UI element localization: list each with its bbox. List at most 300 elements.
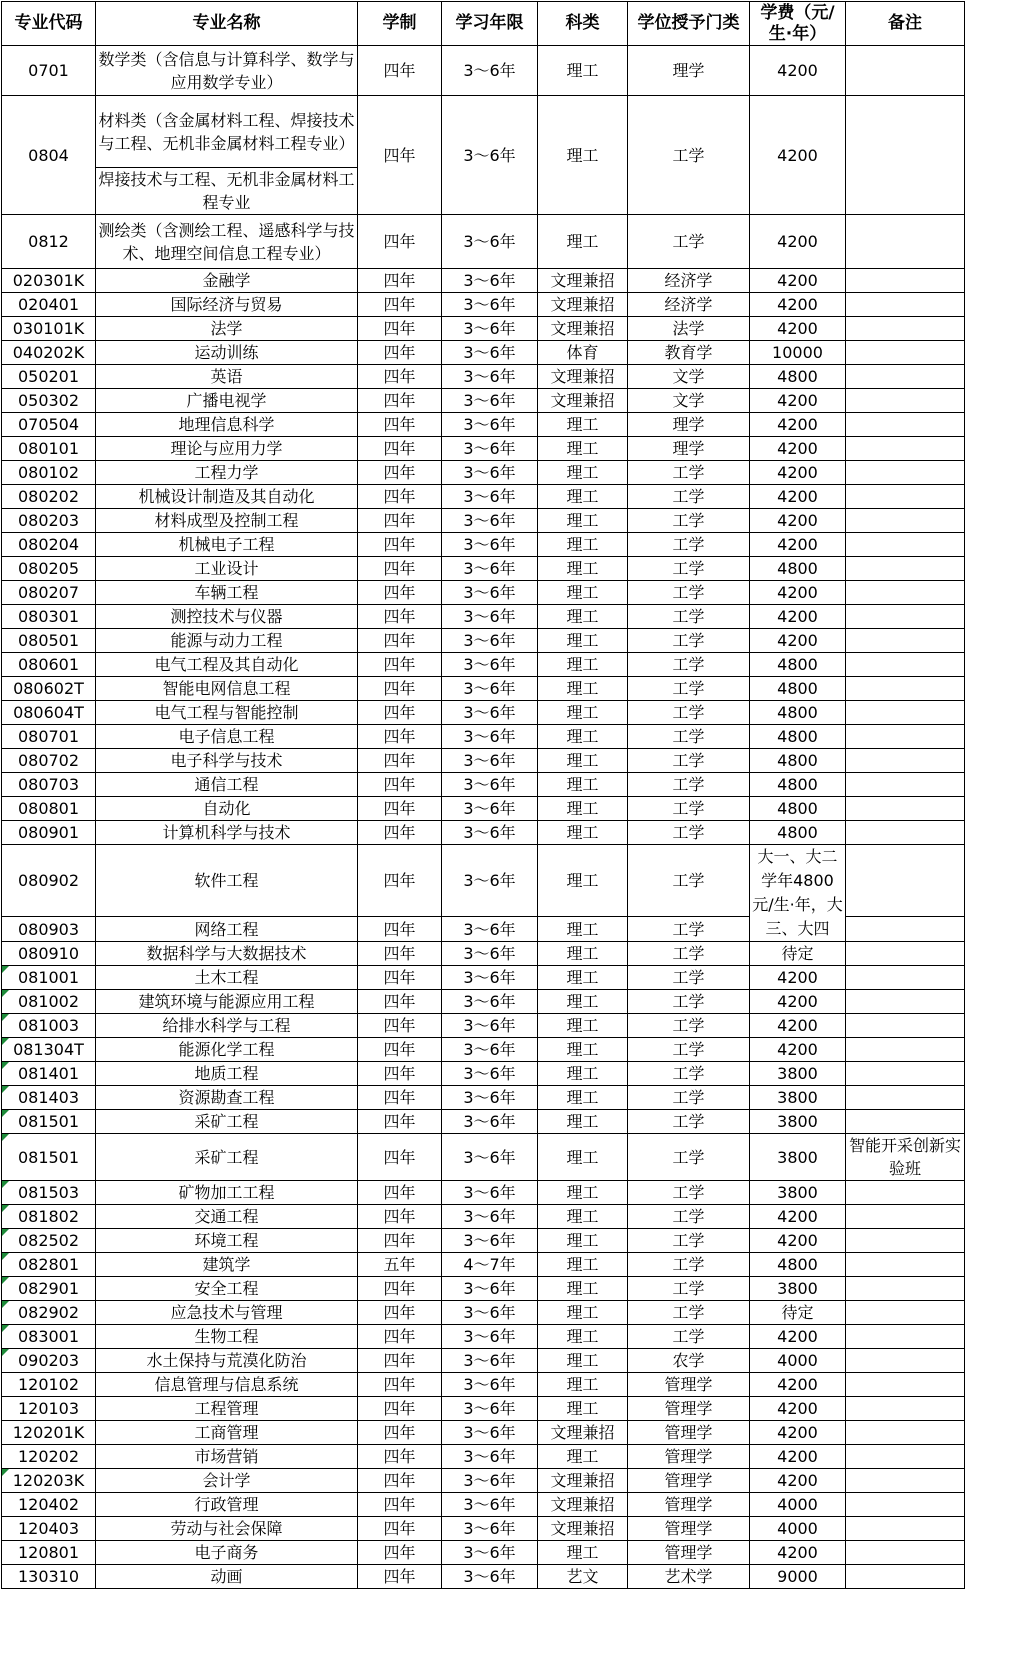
cell-note: [846, 1373, 965, 1397]
cell-name: 测控技术与仪器: [96, 605, 358, 629]
cell-name: 英语: [96, 365, 358, 389]
cell-note: [846, 677, 965, 701]
cell-degree: 农学: [628, 1349, 750, 1373]
cell-fee: 4200: [750, 293, 846, 317]
cell-note: [846, 701, 965, 725]
cell-years: 3～6年: [442, 1493, 538, 1517]
cell-fee: 4800: [750, 701, 846, 725]
majors-table: [1, 1, 965, 1589]
cell-name: 电子科学与技术: [96, 749, 358, 773]
table-row: [2, 1134, 965, 1181]
cell-note: [846, 1517, 965, 1541]
table-row: [2, 557, 965, 581]
cell-name: 工商管理: [96, 1421, 358, 1445]
cell-fee: 4200: [750, 1373, 846, 1397]
cell-degree: 工学: [628, 1134, 750, 1181]
cell-category: 理工: [538, 1086, 628, 1110]
table-row: [2, 725, 965, 749]
cell-note: [846, 293, 965, 317]
cell-code: 020301K: [2, 269, 96, 293]
cell-years: 3～6年: [442, 215, 538, 269]
cell-name: 资源勘查工程: [96, 1086, 358, 1110]
cell-code: 081401: [2, 1062, 96, 1086]
cell-note: [846, 1469, 965, 1493]
cell-years: 3～6年: [442, 96, 538, 215]
cell-name: 机械设计制造及其自动化: [96, 485, 358, 509]
cell-years: 3～6年: [442, 701, 538, 725]
cell-years: 3～6年: [442, 629, 538, 653]
cell-degree: 工学: [628, 1277, 750, 1301]
cell-years: 3～6年: [442, 1038, 538, 1062]
cell-code: 081501: [2, 1134, 96, 1181]
cell-duration: 四年: [358, 1181, 442, 1205]
cell-duration: 四年: [358, 653, 442, 677]
cell-fee: 4200: [750, 461, 846, 485]
cell-duration: 四年: [358, 215, 442, 269]
cell-degree: 工学: [628, 1038, 750, 1062]
cell-fee: 4200: [750, 46, 846, 96]
cell-name: 能源化学工程: [96, 1038, 358, 1062]
cell-name: 材料类（含金属材料工程、焊接技术与工程、无机非金属材料工程专业）: [96, 96, 358, 168]
cell-fee: 4200: [750, 509, 846, 533]
cell-name: 通信工程: [96, 773, 358, 797]
cell-degree: 工学: [628, 1205, 750, 1229]
table-row: [2, 1445, 965, 1469]
cell-category: 理工: [538, 1062, 628, 1086]
cell-name: 广播电视学: [96, 389, 358, 413]
cell-category: 理工: [538, 629, 628, 653]
cell-name: 焊接技术与工程、无机非金属材料工程专业: [96, 168, 358, 215]
cell-code: 081802: [2, 1205, 96, 1229]
cell-duration: 四年: [358, 1445, 442, 1469]
cell-note: [846, 215, 965, 269]
cell-category: 文理兼招: [538, 1493, 628, 1517]
cell-code: 080703: [2, 773, 96, 797]
table-row: [2, 509, 965, 533]
cell-duration: 四年: [358, 341, 442, 365]
cell-years: 3～6年: [442, 797, 538, 821]
cell-name: 地质工程: [96, 1062, 358, 1086]
cell-category: 理工: [538, 1014, 628, 1038]
table-row: [2, 797, 965, 821]
cell-category: 文理兼招: [538, 365, 628, 389]
corner-mark-icon: [2, 1062, 9, 1069]
table-row: [2, 437, 965, 461]
table-row: [2, 1349, 965, 1373]
header-code: 专业代码: [2, 2, 96, 46]
cell-years: 3～6年: [442, 1062, 538, 1086]
cell-note: [846, 533, 965, 557]
cell-code: 090203: [2, 1349, 96, 1373]
cell-fee: 4200: [750, 317, 846, 341]
cell-code: 030101K: [2, 317, 96, 341]
cell-fee: 4200: [750, 1445, 846, 1469]
cell-category: 理工: [538, 1373, 628, 1397]
cell-degree: 教育学: [628, 341, 750, 365]
cell-years: 3～6年: [442, 1110, 538, 1134]
cell-duration: 四年: [358, 917, 442, 942]
cell-degree: 工学: [628, 96, 750, 215]
cell-fee: 4800: [750, 749, 846, 773]
cell-note: [846, 1493, 965, 1517]
cell-category: 理工: [538, 773, 628, 797]
cell-category: 体育: [538, 341, 628, 365]
cell-fee: 3800: [750, 1086, 846, 1110]
cell-note: [846, 96, 965, 215]
table-row: [2, 317, 965, 341]
cell-degree: 管理学: [628, 1445, 750, 1469]
cell-degree: 工学: [628, 629, 750, 653]
cell-category: 理工: [538, 749, 628, 773]
cell-degree: 工学: [628, 1086, 750, 1110]
cell-name: 矿物加工工程: [96, 1181, 358, 1205]
table-row: [2, 533, 965, 557]
cell-fee: 3800: [750, 1110, 846, 1134]
cell-category: 理工: [538, 797, 628, 821]
cell-note: 智能开采创新实验班: [846, 1134, 965, 1181]
cell-duration: 四年: [358, 1062, 442, 1086]
cell-duration: 四年: [358, 1421, 442, 1445]
cell-note: [846, 797, 965, 821]
cell-note: [846, 1253, 965, 1277]
cell-category: 理工: [538, 96, 628, 215]
cell-fee: 10000: [750, 341, 846, 365]
cell-fee: 4200: [750, 96, 846, 215]
corner-mark-icon: [2, 1134, 9, 1141]
cell-note: [846, 437, 965, 461]
cell-degree: 管理学: [628, 1469, 750, 1493]
cell-fee: 4800: [750, 365, 846, 389]
cell-duration: 四年: [358, 1014, 442, 1038]
cell-note: [846, 1421, 965, 1445]
cell-code: 120203K: [2, 1469, 96, 1493]
cell-fee: 4200: [750, 1541, 846, 1565]
cell-degree: 工学: [628, 677, 750, 701]
cell-category: 文理兼招: [538, 269, 628, 293]
cell-category: 理工: [538, 215, 628, 269]
cell-fee: 4200: [750, 269, 846, 293]
table-row: [2, 749, 965, 773]
cell-name: 采矿工程: [96, 1110, 358, 1134]
table-row: [2, 485, 965, 509]
cell-degree: 经济学: [628, 269, 750, 293]
cell-degree: 工学: [628, 1110, 750, 1134]
cell-note: [846, 1397, 965, 1421]
table-row: [2, 341, 965, 365]
table-row: [2, 365, 965, 389]
cell-degree: 工学: [628, 1253, 750, 1277]
cell-category: 理工: [538, 557, 628, 581]
cell-degree: 工学: [628, 1229, 750, 1253]
cell-fee: 4200: [750, 1469, 846, 1493]
cell-fee: 4200: [750, 437, 846, 461]
cell-fee: 4200: [750, 1397, 846, 1421]
cell-fee: 4800: [750, 773, 846, 797]
cell-note: [846, 629, 965, 653]
cell-fee: 4200: [750, 605, 846, 629]
cell-category: 理工: [538, 725, 628, 749]
cell-fee: 4200: [750, 413, 846, 437]
cell-fee: 待定: [750, 1301, 846, 1325]
cell-duration: 四年: [358, 293, 442, 317]
cell-note: [846, 461, 965, 485]
cell-degree: 工学: [628, 990, 750, 1014]
cell-years: 3～6年: [442, 1445, 538, 1469]
cell-code: 080702: [2, 749, 96, 773]
cell-duration: 四年: [358, 629, 442, 653]
cell-years: 3～6年: [442, 461, 538, 485]
cell-degree: 工学: [628, 942, 750, 966]
cell-note: [846, 317, 965, 341]
table-row: [2, 605, 965, 629]
table-row: [2, 1397, 965, 1421]
cell-note: [846, 845, 965, 917]
cell-code: 080701: [2, 725, 96, 749]
cell-note: [846, 46, 965, 96]
cell-note: [846, 1325, 965, 1349]
cell-category: 文理兼招: [538, 1421, 628, 1445]
cell-note: [846, 389, 965, 413]
cell-fee: 4800: [750, 821, 846, 845]
corner-mark-icon: [2, 1205, 9, 1212]
cell-years: 3～6年: [442, 485, 538, 509]
cell-note: [846, 269, 965, 293]
corner-mark-icon: [2, 1277, 9, 1284]
cell-duration: 四年: [358, 581, 442, 605]
table-row: [2, 1301, 965, 1325]
cell-name: 建筑环境与能源应用工程: [96, 990, 358, 1014]
cell-code: 120102: [2, 1373, 96, 1397]
cell-note: [846, 1038, 965, 1062]
table-row: [2, 1517, 965, 1541]
cell-code: 0701: [2, 46, 96, 96]
cell-name: 理论与应用力学: [96, 437, 358, 461]
cell-name: 运动训练: [96, 341, 358, 365]
table-row: [2, 293, 965, 317]
cell-years: 3～6年: [442, 605, 538, 629]
table-row: [2, 629, 965, 653]
cell-duration: 四年: [358, 509, 442, 533]
cell-fee: 3800: [750, 1134, 846, 1181]
cell-category: 理工: [538, 1134, 628, 1181]
cell-years: 3～6年: [442, 557, 538, 581]
cell-fee: 4200: [750, 581, 846, 605]
cell-note: [846, 509, 965, 533]
cell-duration: 四年: [358, 1469, 442, 1493]
cell-name: 机械电子工程: [96, 533, 358, 557]
cell-years: 3～6年: [442, 1397, 538, 1421]
cell-years: 3～6年: [442, 1014, 538, 1038]
cell-note: [846, 1445, 965, 1469]
cell-code: 080602T: [2, 677, 96, 701]
cell-duration: 四年: [358, 365, 442, 389]
corner-mark-icon: [2, 1253, 9, 1260]
cell-fee: 4200: [750, 1421, 846, 1445]
cell-duration: 四年: [358, 485, 442, 509]
cell-note: [846, 821, 965, 845]
cell-note: [846, 581, 965, 605]
cell-years: 3～6年: [442, 942, 538, 966]
cell-duration: 四年: [358, 1349, 442, 1373]
cell-years: 3～6年: [442, 1373, 538, 1397]
cell-note: [846, 966, 965, 990]
corner-mark-icon: [2, 1014, 9, 1021]
table-row: [2, 1469, 965, 1493]
cell-note: [846, 365, 965, 389]
cell-category: 文理兼招: [538, 293, 628, 317]
cell-name: 工程管理: [96, 1397, 358, 1421]
corner-mark-icon: [2, 1229, 9, 1236]
cell-years: 3～6年: [442, 1134, 538, 1181]
table-row: [2, 845, 965, 917]
cell-code: 081003: [2, 1014, 96, 1038]
cell-code: 0804: [2, 96, 96, 215]
cell-fee: 4800: [750, 653, 846, 677]
cell-category: 理工: [538, 942, 628, 966]
cell-duration: 四年: [358, 1373, 442, 1397]
cell-note: [846, 413, 965, 437]
cell-note: [846, 942, 965, 966]
cell-name: 国际经济与贸易: [96, 293, 358, 317]
cell-years: 3～6年: [442, 653, 538, 677]
cell-degree: 理学: [628, 437, 750, 461]
cell-name: 工程力学: [96, 461, 358, 485]
cell-years: 3～6年: [442, 725, 538, 749]
cell-note: [846, 557, 965, 581]
cell-degree: 理学: [628, 46, 750, 96]
cell-code: 080205: [2, 557, 96, 581]
cell-note: [846, 341, 965, 365]
cell-category: 理工: [538, 1325, 628, 1349]
cell-fee: 3800: [750, 1277, 846, 1301]
cell-fee: 4800: [750, 797, 846, 821]
cell-note: [846, 990, 965, 1014]
cell-name: 电气工程及其自动化: [96, 653, 358, 677]
cell-fee: 4800: [750, 557, 846, 581]
cell-name: 电子商务: [96, 1541, 358, 1565]
cell-fee: 4200: [750, 629, 846, 653]
cell-duration: 四年: [358, 557, 442, 581]
corner-mark-icon: [2, 1181, 9, 1188]
corner-mark-icon: [2, 990, 9, 997]
cell-name: 智能电网信息工程: [96, 677, 358, 701]
corner-mark-icon: [2, 1469, 9, 1476]
cell-fee: 4200: [750, 389, 846, 413]
cell-fee: 4200: [750, 1325, 846, 1349]
cell-code: 081503: [2, 1181, 96, 1205]
cell-code: 082902: [2, 1301, 96, 1325]
cell-code: 080604T: [2, 701, 96, 725]
header-years: 学习年限: [442, 2, 538, 46]
table-row: [2, 1229, 965, 1253]
cell-name: 数据科学与大数据技术: [96, 942, 358, 966]
cell-name: 动画: [96, 1565, 358, 1589]
cell-category: 理工: [538, 1205, 628, 1229]
cell-name: 会计学: [96, 1469, 358, 1493]
cell-note: [846, 1181, 965, 1205]
cell-degree: 理学: [628, 413, 750, 437]
cell-code: 081002: [2, 990, 96, 1014]
cell-degree: 工学: [628, 1014, 750, 1038]
cell-fee: 4800: [750, 677, 846, 701]
cell-name: 数学类（含信息与计算科学、数学与应用数学专业）: [96, 46, 358, 96]
cell-code: 080102: [2, 461, 96, 485]
cell-fee: 大一、大二学年4800元/生·年，大三、大四: [750, 845, 846, 942]
header-fee: 学费（元/生·年）: [750, 2, 846, 46]
table-row: [2, 990, 965, 1014]
cell-duration: 四年: [358, 46, 442, 96]
cell-code: 080204: [2, 533, 96, 557]
cell-years: 3～6年: [442, 1421, 538, 1445]
cell-category: 理工: [538, 677, 628, 701]
table-row: [2, 1253, 965, 1277]
cell-duration: 四年: [358, 1277, 442, 1301]
table-row: [2, 1205, 965, 1229]
corner-mark-icon: [2, 1086, 9, 1093]
cell-duration: 四年: [358, 942, 442, 966]
cell-category: 理工: [538, 1541, 628, 1565]
cell-duration: 四年: [358, 1205, 442, 1229]
cell-name: 信息管理与信息系统: [96, 1373, 358, 1397]
cell-duration: 四年: [358, 797, 442, 821]
cell-degree: 工学: [628, 1325, 750, 1349]
cell-category: 理工: [538, 485, 628, 509]
cell-years: 3～6年: [442, 749, 538, 773]
cell-code: 0812: [2, 215, 96, 269]
cell-degree: 管理学: [628, 1421, 750, 1445]
cell-degree: 文学: [628, 365, 750, 389]
cell-category: 理工: [538, 1253, 628, 1277]
cell-duration: 四年: [358, 96, 442, 215]
cell-duration: 四年: [358, 461, 442, 485]
cell-fee: 4200: [750, 1014, 846, 1038]
cell-name: 地理信息科学: [96, 413, 358, 437]
cell-duration: 四年: [358, 317, 442, 341]
cell-degree: 工学: [628, 605, 750, 629]
cell-code: 050302: [2, 389, 96, 413]
cell-code: 080301: [2, 605, 96, 629]
cell-name: 材料成型及控制工程: [96, 509, 358, 533]
cell-degree: 管理学: [628, 1493, 750, 1517]
cell-degree: 工学: [628, 653, 750, 677]
cell-name: 网络工程: [96, 917, 358, 942]
cell-duration: 四年: [358, 1493, 442, 1517]
cell-name: 安全工程: [96, 1277, 358, 1301]
cell-code: 081304T: [2, 1038, 96, 1062]
cell-years: 3～6年: [442, 845, 538, 917]
cell-years: 3～6年: [442, 317, 538, 341]
cell-fee: 9000: [750, 1565, 846, 1589]
cell-degree: 工学: [628, 485, 750, 509]
table-row: [2, 1421, 965, 1445]
table-row: [2, 1493, 965, 1517]
cell-duration: 四年: [358, 821, 442, 845]
cell-note: [846, 1229, 965, 1253]
cell-note: [846, 1301, 965, 1325]
cell-note: [846, 1014, 965, 1038]
cell-fee: 4200: [750, 1229, 846, 1253]
cell-category: 理工: [538, 437, 628, 461]
cell-duration: 四年: [358, 1038, 442, 1062]
header-name: 专业名称: [96, 2, 358, 46]
cell-degree: 艺术学: [628, 1565, 750, 1589]
cell-note: [846, 653, 965, 677]
cell-note: [846, 917, 965, 942]
cell-fee: 4200: [750, 990, 846, 1014]
cell-note: [846, 725, 965, 749]
cell-duration: 四年: [358, 1134, 442, 1181]
cell-years: 3～6年: [442, 1086, 538, 1110]
